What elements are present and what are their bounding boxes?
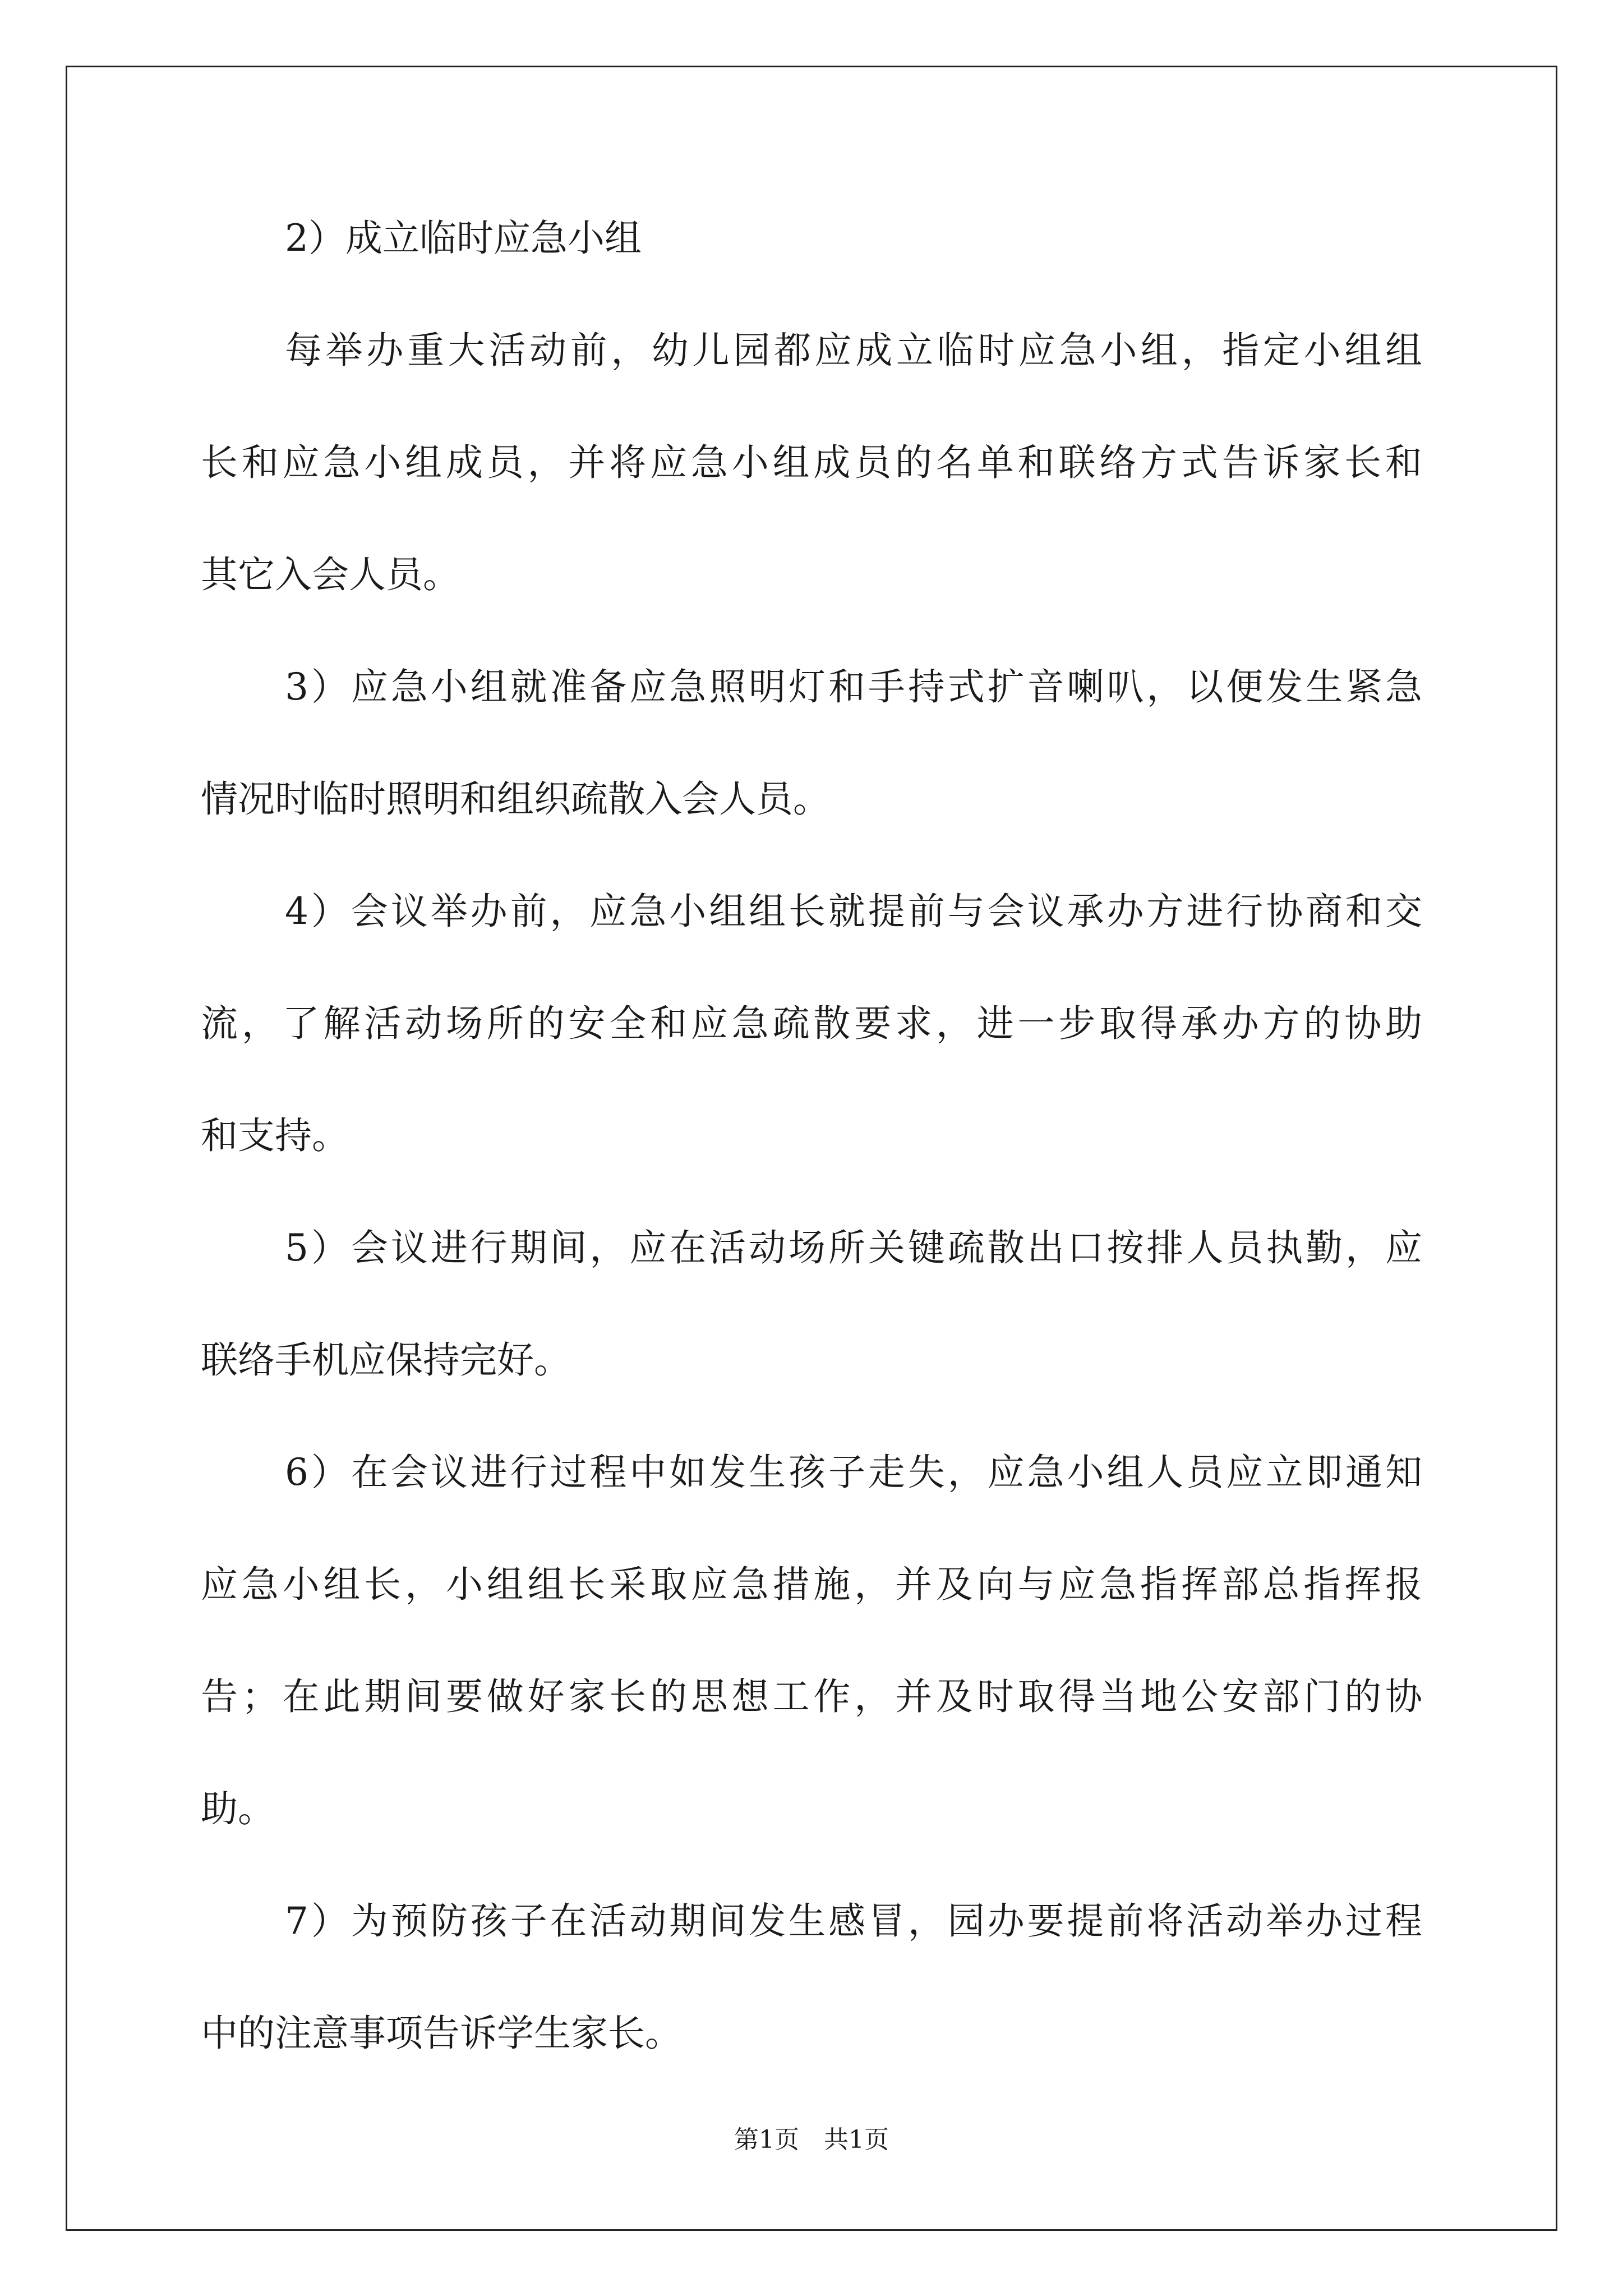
paragraph-line: 每举办重大活动前，幼儿园都应成立临时应急小组，指定小组组 — [285, 329, 1422, 372]
paragraph-line: 联络手机应保持完好。 — [201, 1338, 571, 1382]
paragraph-line: 长和应急小组成员，并将应急小组成员的名单和联络方式告诉家长和 — [201, 441, 1422, 484]
paragraph-line: 告；在此期间要做好家长的思想工作，并及时取得当地公安部门的协 — [201, 1675, 1422, 1718]
paragraph-line: 其它入会人员。 — [201, 553, 460, 596]
paragraph-line: 6）在会议进行过程中如发生孩子走失，应急小组人员应立即通知 — [285, 1451, 1422, 1494]
heading-line: 2）成立临时应急小组 — [285, 217, 642, 260]
paragraph-line: 应急小组长，小组组长采取应急措施，并及向与应急指挥部总指挥报 — [201, 1563, 1422, 1606]
page-footer: 第1页 共1页 — [734, 2125, 889, 2154]
paragraph-line: 5）会议进行期间，应在活动场所关键疏散出口按排人员执勤，应 — [285, 1226, 1422, 1269]
paragraph-line: 和支持。 — [201, 1114, 349, 1157]
paragraph-line: 3）应急小组就准备应急照明灯和手持式扩音喇叭，以便发生紧急 — [285, 665, 1422, 708]
paragraph-line: 流，了解活动场所的安全和应急疏散要求，进一步取得承办方的协助 — [201, 1002, 1422, 1045]
paragraph-line: 7）为预防孩子在活动期间发生感冒，园办要提前将活动举办过程 — [285, 1899, 1422, 1943]
paragraph-line: 中的注意事项告诉学生家长。 — [201, 2012, 682, 2055]
paragraph-line: 情况时临时照明和组织疏散入会人员。 — [201, 777, 830, 821]
paragraph-line: 4）会议举办前，应急小组组长就提前与会议承办方进行协商和交 — [285, 890, 1422, 933]
paragraph-line: 助。 — [201, 1787, 275, 1830]
